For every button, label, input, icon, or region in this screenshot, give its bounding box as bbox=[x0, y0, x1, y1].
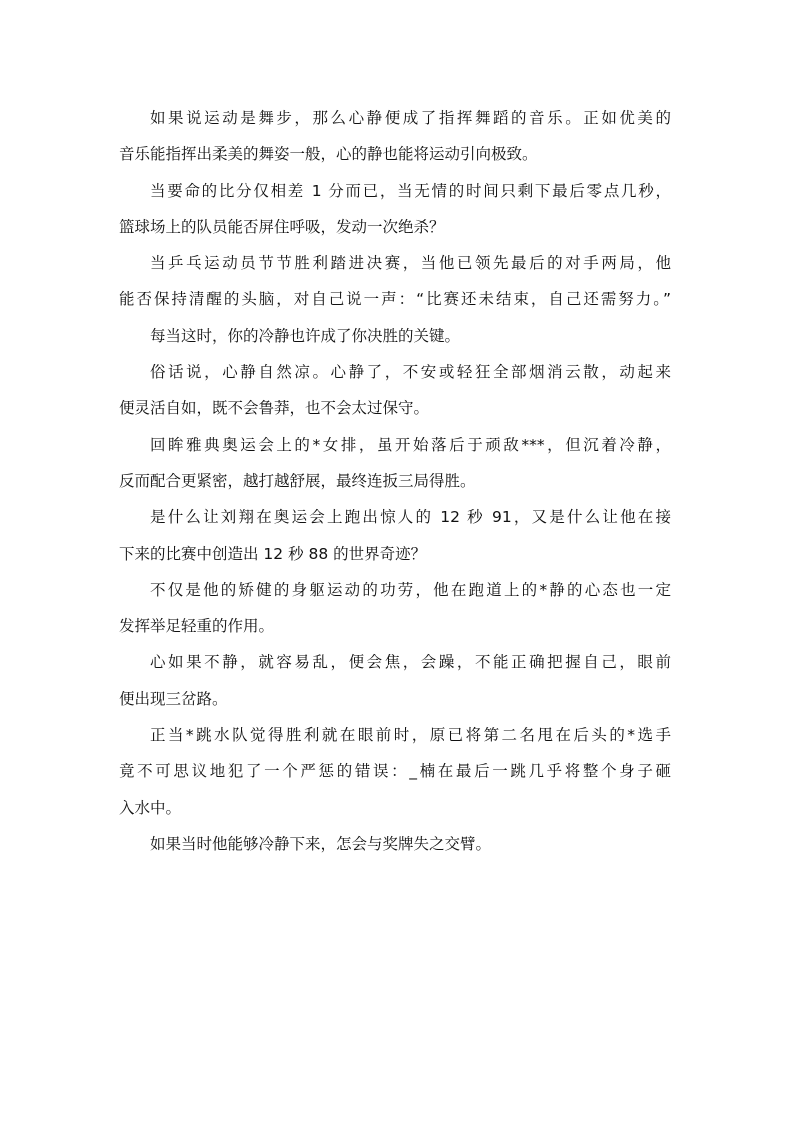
text-line-5: 当乒乓运动员节节胜利踏进决赛，当他已领先最后的对手两局，他 bbox=[150, 254, 671, 273]
text-line-17: 便出现三岔路。 bbox=[119, 689, 228, 708]
text-line-19: 竟不可思议地犯了一个严惩的错误：_楠在最后一跳几乎将整个身子砸 bbox=[119, 762, 671, 781]
text-line-8: 俗话说，心静自然凉。心静了，不安或轻狂全部烟消云散，动起来 bbox=[150, 363, 671, 382]
text-line-4: 篮球场上的队员能否屏住呼吸，发动一次绝杀？ bbox=[119, 217, 445, 236]
text-line-7: 每当这时，你的冷静也许成了你决胜的关键。 bbox=[150, 326, 461, 345]
text-line-1: 如果说运动是舞步，那么心静便成了指挥舞蹈的音乐。正如优美的 bbox=[150, 109, 671, 127]
text-line-11: 反而配合更紧密，越打越舒展，最终连扳三局得胜。 bbox=[119, 471, 476, 490]
text-line-13: 下来的比赛中创造出 12 秒 88 的世界奇迹？ bbox=[119, 544, 427, 563]
text-line-15: 发挥举足轻重的作用。 bbox=[119, 617, 275, 636]
text-line-12: 是什么让刘翔在奥运会上跑出惊人的 12 秒 91，又是什么让他在接 bbox=[150, 508, 671, 527]
text-line-21: 如果当时他能够冷静下来，怎会与奖牌失之交臂。 bbox=[150, 834, 492, 853]
text-line-20: 入水中。 bbox=[119, 798, 182, 817]
text-line-16: 心如果不静，就容易乱，便会焦，会躁，不能正确把握自己，眼前 bbox=[150, 653, 671, 672]
text-line-18: 正当*跳水队觉得胜利就在眼前时，原已将第二名甩在后头的*选手 bbox=[150, 726, 671, 745]
text-line-14: 不仅是他的矫健的身躯运动的功劳，他在跑道上的*静的心态也一定 bbox=[150, 580, 671, 599]
text-line-3: 当要命的比分仅相差 1 分而已，当无情的时间只剩下最后零点几秒， bbox=[150, 181, 671, 200]
text-line-10: 回眸雅典奥运会上的*女排，虽开始落后于顽敌***，但沉着冷静， bbox=[150, 435, 671, 454]
text-line-6: 能否保持清醒的头脑，对自己说一声：“比赛还未结束，自己还需努力。” bbox=[119, 290, 671, 309]
text-line-9: 便灵活自如，既不会鲁莽，也不会太过保守。 bbox=[119, 399, 430, 418]
body-text bbox=[119, 100, 671, 862]
text-line-2: 音乐能指挥出柔美的舞姿一般，心的静也能将运动引向极致。 bbox=[119, 145, 538, 164]
